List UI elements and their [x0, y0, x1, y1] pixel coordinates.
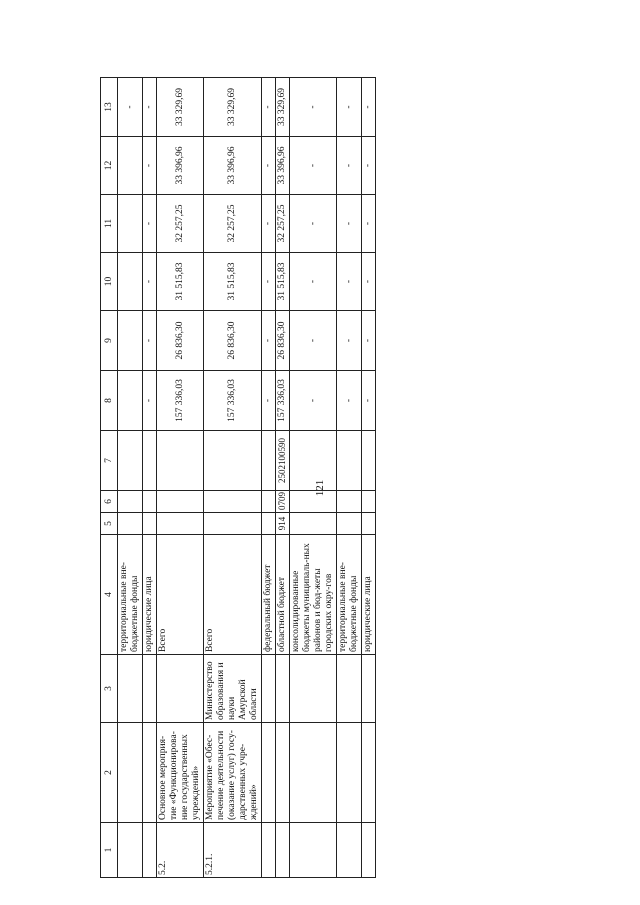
col-header: 4 — [101, 535, 118, 655]
table-cell — [143, 655, 157, 723]
table-cell — [204, 491, 262, 513]
table-cell: 5.2. — [157, 823, 204, 878]
table-cell: - — [337, 253, 362, 311]
table-cell — [337, 655, 362, 723]
table-cell — [276, 823, 290, 878]
table-cell — [337, 823, 362, 878]
table-cell — [204, 513, 262, 535]
col-header: 5 — [101, 513, 118, 535]
table-frame — [100, 78, 373, 878]
budget-table — [100, 77, 376, 878]
rotated-table-wrapper — [100, 78, 373, 878]
table-cell: - — [143, 253, 157, 311]
col-header: 3 — [101, 655, 118, 723]
table-cell: Основное мероприя-тие «Функционирова-ние государственных учреждений» — [157, 723, 204, 823]
table-cell: 31 515,83 — [157, 253, 204, 311]
table-cell: - — [337, 137, 362, 195]
table-cell: 32 257,25 — [276, 195, 290, 253]
table-cell — [276, 655, 290, 723]
table-cell — [362, 491, 376, 513]
col-header: 10 — [101, 253, 118, 311]
table-cell: 0709 — [276, 491, 290, 513]
table-cell: - — [262, 137, 276, 195]
table-cell — [157, 513, 204, 535]
table-cell: 33 396,96 — [276, 137, 290, 195]
table-cell: - — [118, 78, 143, 137]
table-cell — [118, 371, 143, 431]
table-cell: 31 515,83 — [276, 253, 290, 311]
table-cell: 33 396,96 — [204, 137, 262, 195]
table-cell — [143, 723, 157, 823]
table-cell — [262, 431, 276, 491]
table-cell — [290, 513, 337, 535]
table-cell: 33 329,69 — [204, 78, 262, 137]
table-cell: - — [362, 371, 376, 431]
table-cell: - — [290, 137, 337, 195]
table-cell — [262, 655, 276, 723]
table-cell: 157 336,03 — [204, 371, 262, 431]
table-cell: - — [362, 253, 376, 311]
table-cell — [118, 253, 143, 311]
table-cell: - — [143, 311, 157, 371]
table-cell: 33 329,69 — [276, 78, 290, 137]
col-header: 12 — [101, 137, 118, 195]
table-cell: - — [143, 78, 157, 137]
table-cell — [118, 655, 143, 723]
table-row — [290, 78, 337, 878]
table-cell — [337, 431, 362, 491]
table-cell: 5.2.1. — [204, 823, 262, 878]
table-cell: 26 836,30 — [157, 311, 204, 371]
col-header: 8 — [101, 371, 118, 431]
table-cell: - — [143, 137, 157, 195]
table-cell: 157 336,03 — [157, 371, 204, 431]
table-cell: - — [337, 311, 362, 371]
table-cell: - — [362, 137, 376, 195]
table-cell: 26 836,30 — [276, 311, 290, 371]
table-cell: 26 836,30 — [204, 311, 262, 371]
table-cell — [118, 137, 143, 195]
table-cell: 2502100590 — [276, 431, 290, 491]
table-cell — [262, 513, 276, 535]
table-cell: 32 257,25 — [157, 195, 204, 253]
table-cell: 33 396,96 — [157, 137, 204, 195]
table-cell — [118, 195, 143, 253]
table-cell — [157, 431, 204, 491]
table-cell: 33 329,69 — [157, 78, 204, 137]
table-row — [337, 78, 362, 878]
col-header: 7 — [101, 431, 118, 491]
table-cell: - — [262, 78, 276, 137]
table-cell: территориальные вне-бюджетные фонды — [118, 535, 143, 655]
table-cell: 914 — [276, 513, 290, 535]
table-cell: - — [337, 78, 362, 137]
table-cell: - — [362, 195, 376, 253]
table-cell — [290, 723, 337, 823]
table-cell: Мероприятие «Обес-печение деятельности (оказание услуг) госу-дарственных учре-ждений» — [204, 723, 262, 823]
table-cell — [362, 655, 376, 723]
table-cell: - — [262, 253, 276, 311]
table-row — [262, 78, 276, 878]
table-cell: - — [262, 311, 276, 371]
table-cell: - — [143, 195, 157, 253]
col-header: 9 — [101, 311, 118, 371]
table-cell — [290, 655, 337, 723]
col-header: 2 — [101, 723, 118, 823]
table-cell: областной бюджет — [276, 535, 290, 655]
table-cell — [362, 431, 376, 491]
table-cell — [262, 491, 276, 513]
table-cell: Министерство образования и науки Амурской области — [204, 655, 262, 723]
col-header: 6 — [101, 491, 118, 513]
table-cell — [262, 723, 276, 823]
table-cell — [157, 655, 204, 723]
table-cell — [118, 431, 143, 491]
table-cell: юридические лица — [362, 535, 376, 655]
table-cell — [118, 823, 143, 878]
page-number: 121 — [314, 479, 326, 497]
table-row — [143, 78, 157, 878]
table-cell — [276, 723, 290, 823]
header-row — [101, 78, 118, 878]
table-cell: - — [362, 311, 376, 371]
table-cell: - — [290, 371, 337, 431]
table-cell: консолидированные бюджеты муниципаль-ных районов и бюд-жеты городских окру-гов — [290, 535, 337, 655]
table-cell — [290, 431, 337, 491]
table-cell — [118, 311, 143, 371]
table-cell: - — [290, 253, 337, 311]
col-header: 11 — [101, 195, 118, 253]
table-row — [362, 78, 376, 878]
table-cell: - — [262, 195, 276, 253]
table-cell — [290, 491, 337, 513]
table-row — [204, 78, 262, 878]
table-cell: - — [290, 195, 337, 253]
table-cell — [362, 513, 376, 535]
table-cell: 157 336,03 — [276, 371, 290, 431]
table-cell: юридические лица — [143, 535, 157, 655]
table-cell: - — [362, 78, 376, 137]
table-cell — [143, 823, 157, 878]
table-row — [276, 78, 290, 878]
table-cell — [118, 513, 143, 535]
table-cell: - — [290, 78, 337, 137]
table-cell — [337, 491, 362, 513]
table-cell — [143, 431, 157, 491]
table-cell: 31 515,83 — [204, 253, 262, 311]
table-cell: - — [337, 195, 362, 253]
table-cell — [204, 431, 262, 491]
table-cell: территориальные вне-бюджетные фонды — [337, 535, 362, 655]
table-cell: федеральный бюджет — [262, 535, 276, 655]
table-cell — [157, 491, 204, 513]
table-cell: - — [337, 371, 362, 431]
table-cell: 32 257,25 — [204, 195, 262, 253]
table-cell: - — [262, 371, 276, 431]
table-cell — [362, 723, 376, 823]
table-cell: Всего — [157, 535, 204, 655]
table-cell — [143, 491, 157, 513]
table-cell — [118, 491, 143, 513]
table-cell — [362, 823, 376, 878]
table-cell: - — [290, 311, 337, 371]
table-cell — [118, 723, 143, 823]
table-row — [118, 78, 143, 878]
table-cell — [262, 823, 276, 878]
table-cell — [290, 823, 337, 878]
col-header: 1 — [101, 823, 118, 878]
table-cell — [337, 513, 362, 535]
table-cell: - — [143, 371, 157, 431]
table-cell — [143, 513, 157, 535]
table-row — [157, 78, 204, 878]
table-cell: Всего — [204, 535, 262, 655]
col-header: 13 — [101, 78, 118, 137]
table-cell — [337, 723, 362, 823]
